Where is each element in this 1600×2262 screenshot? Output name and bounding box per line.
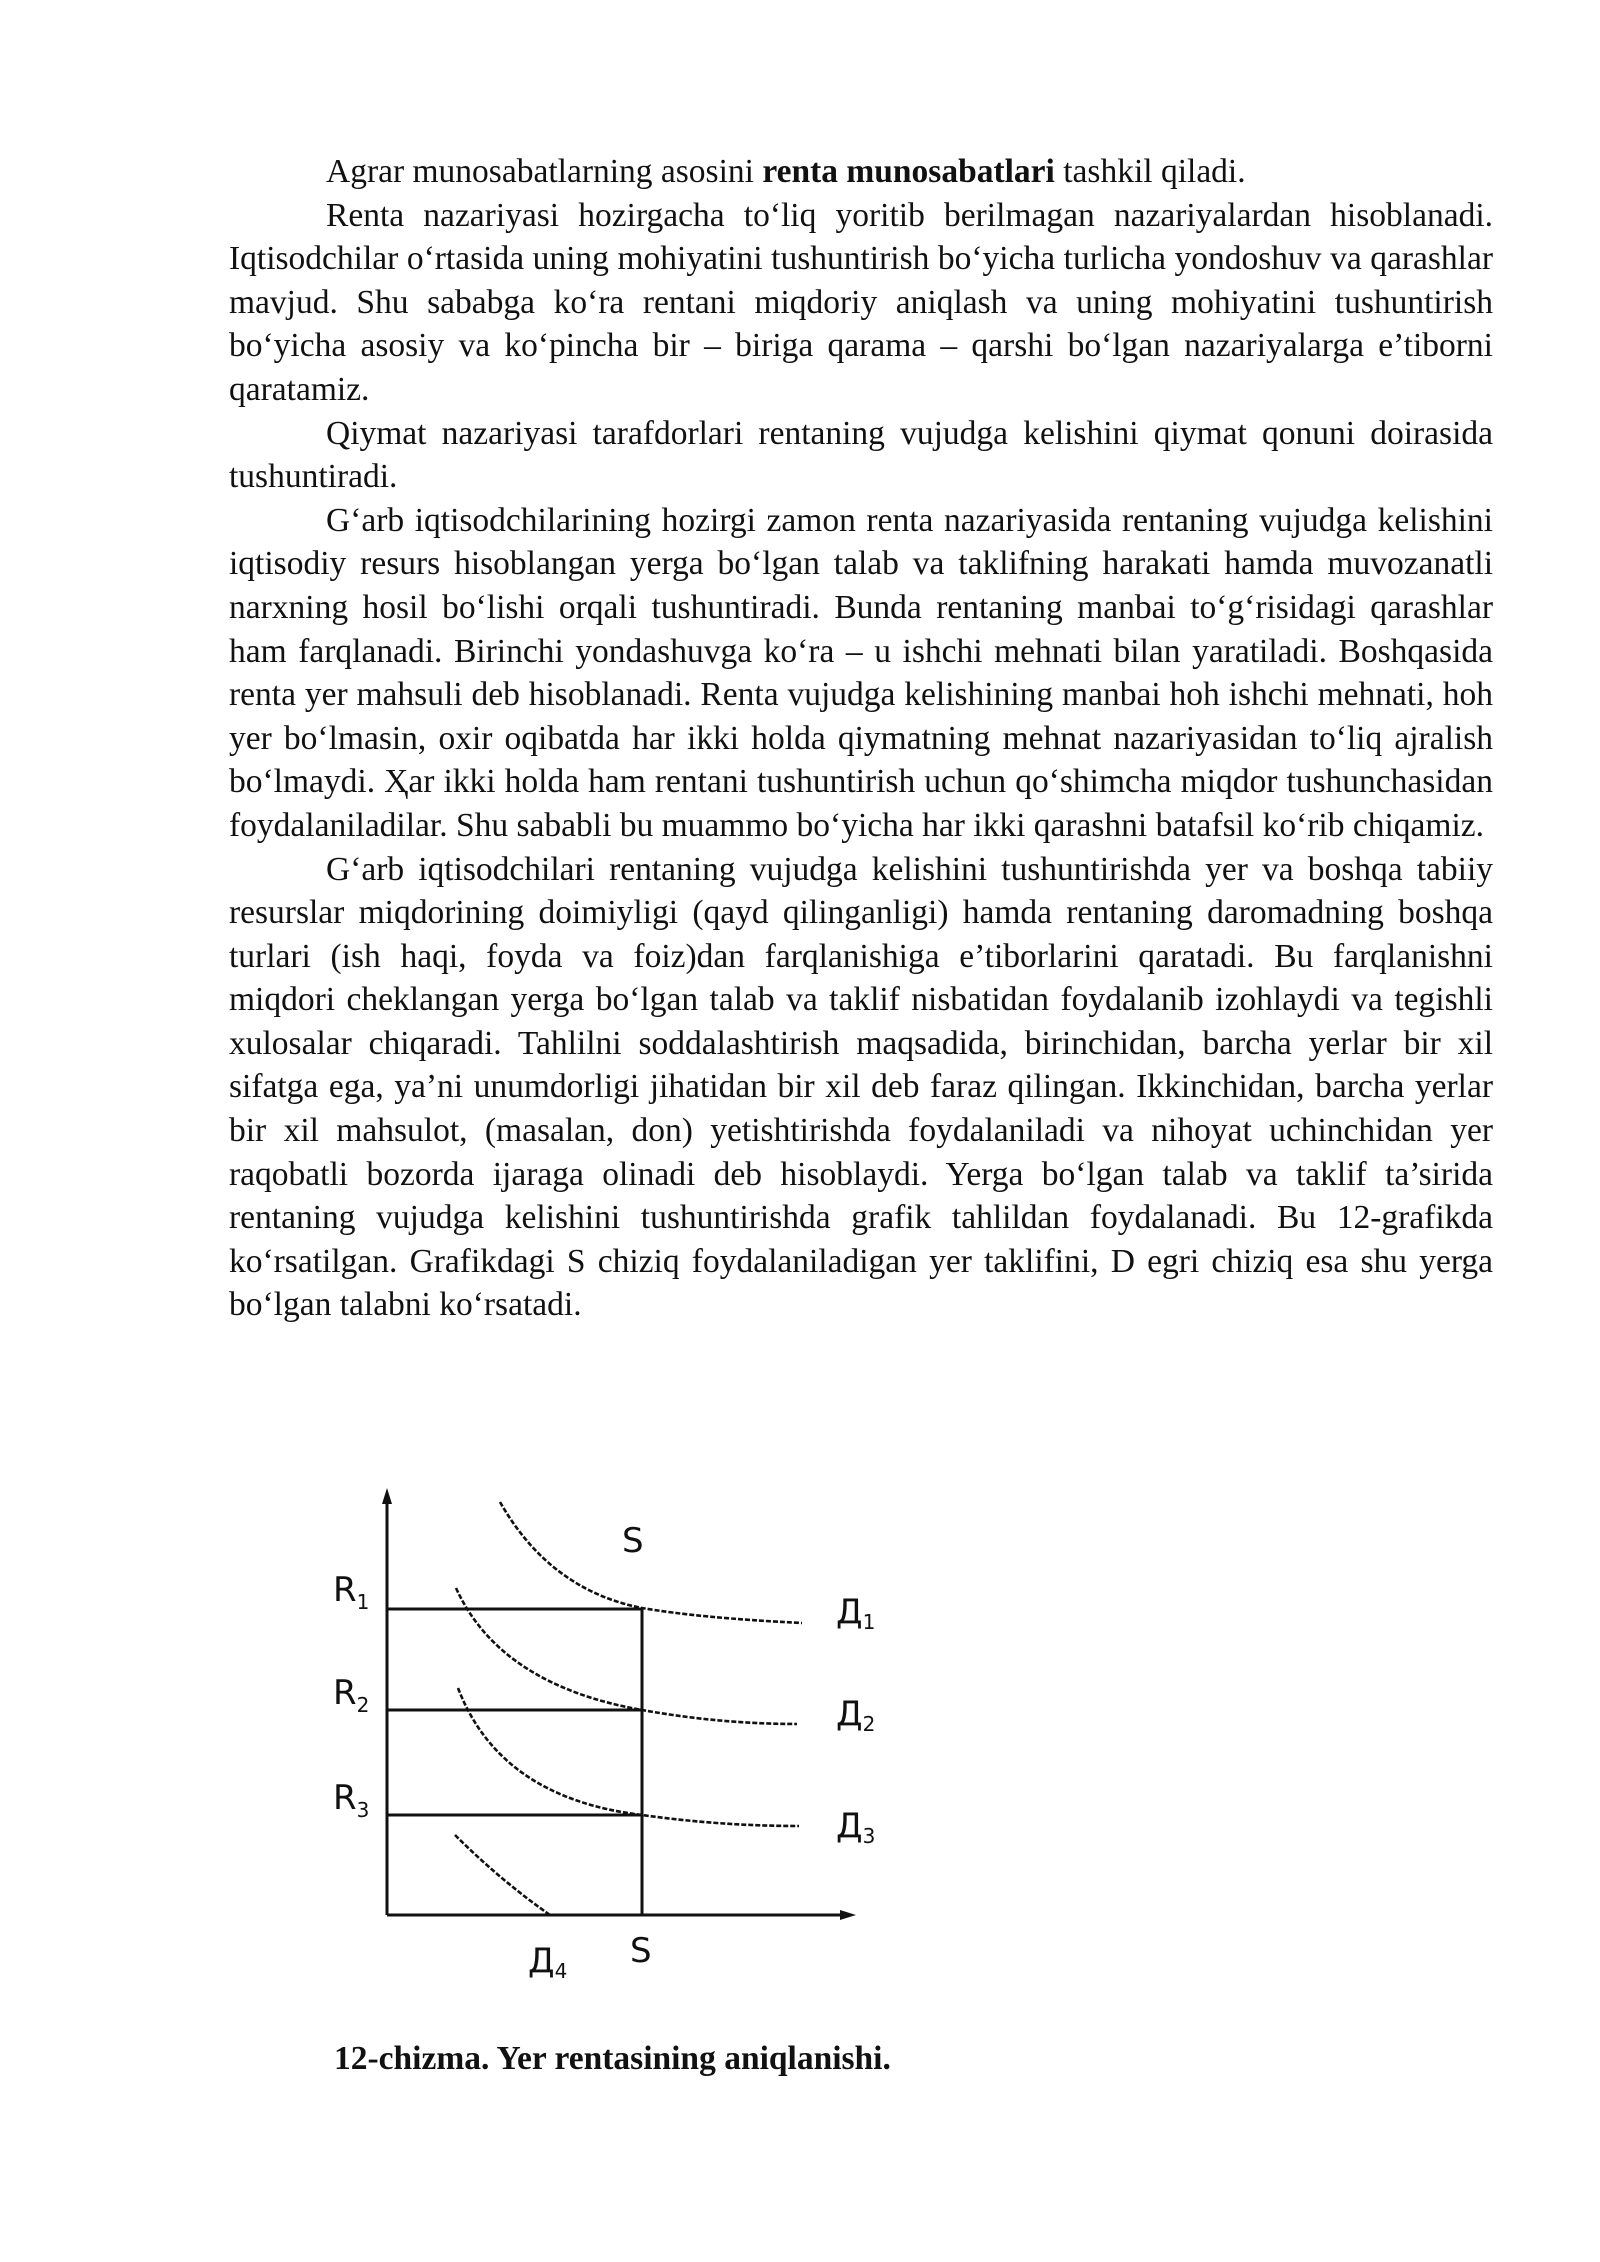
demand-label-2: [836, 1694, 875, 1736]
rent-label-3: [333, 1778, 369, 1822]
rent-label-3-sub: 3: [356, 1798, 370, 1822]
demand-label-4-main: Д: [528, 1941, 555, 1981]
paragraph-4: G‘arb iqtisodchilarining hozirgi zamon renta nazariyasida rentaning vujudga kelishini iqtisodiy resurs hisoblangan yerga bo‘lgan talab va taklifning harakati hamda muvozanatli narxning hosil bo‘lishi orqali tushuntiradi. Bunda rentaning manbai to‘g‘risidagi qarashlar ham farqlanadi. Birinchi yondashuvga ko‘ra – u ishchi mehnati bilan yaratiladi. Boshqasida renta yer mahsuli deb hisoblanadi. Renta vujudga kelishining manbai hoh ishchi mehnati, hoh yer bo‘lmasin, oxir oqibatda har ikki holda qiymatning mehnat nazariyasidan to‘liq ajralish bo‘lmaydi. Ҳar ikki holda ham rentani tushuntirish uchun qo‘shimcha miqdor tushunchasidan foydalaniladilar. Shu sababli bu muammo bo‘yicha har ikki qarashni batafsil ko‘rib chiqamiz.: [229, 501, 1493, 844]
demand-label-1-main: Д: [836, 1592, 863, 1632]
paragraph-1: [229, 150, 1493, 194]
rent-label-2-sub: 2: [356, 1693, 370, 1717]
supply-label-bottom: S: [630, 1931, 652, 1971]
demand-curve-4: [455, 1835, 550, 1915]
figure-caption: 12-chizma. Yer rentasining aniqlanishi.: [334, 2040, 891, 2077]
demand-label-3-sub: 3: [862, 1824, 876, 1848]
rent-label-1: [333, 1570, 369, 1614]
x-axis-arrow: [840, 1910, 856, 1920]
paragraph-1-after: tashkil qiladi.: [1054, 153, 1246, 190]
supply-label-top: S: [622, 1521, 644, 1561]
rent-diagram: [300, 1480, 940, 2000]
rent-label-2: [333, 1673, 369, 1717]
demand-label-4: [528, 1941, 567, 1983]
demand-curve-1: [500, 1502, 802, 1623]
paragraph-1-bold: renta munosabatlari: [762, 153, 1055, 190]
demand-label-4-sub: 4: [554, 1959, 568, 1983]
paragraph-1-before: Agrar munosabatlarning asosini: [326, 153, 763, 190]
paragraph-3: Qiymat nazariyasi tarafdorlari rentaning vujudga kelishini qiymat qonuni doirasida tushuntiradi.: [229, 414, 1493, 496]
rent-label-1-sub: 1: [356, 1590, 370, 1614]
body-text: [229, 150, 1493, 1327]
demand-label-2-sub: 2: [862, 1712, 876, 1736]
demand-label-2-main: Д: [836, 1694, 863, 1734]
rent-label-1-main: R: [333, 1570, 357, 1610]
demand-label-3-main: Д: [836, 1806, 863, 1846]
rent-diagram-svg: [300, 1480, 940, 2000]
demand-label-3: [836, 1806, 875, 1848]
rent-label-2-main: R: [333, 1673, 357, 1713]
paragraph-5: G‘arb iqtisodchilari rentaning vujudga kelishini tushuntirishda yer va boshqa tabiiy resurslar miqdorining doimiyligi (qayd qilinganligi) hamda rentaning daromadning boshqa turlari (ish haqi, foyda va foiz)dan farqlanishiga e’tiborlarini qaratadi. Bu farqlanishni miqdori cheklangan yerga bo‘lgan talab va taklif nisbatidan foydalanib izohlaydi va tegishli xulosalar chiqaradi. Tahlilni soddalashtirish maqsadida, birinchidan, barcha yerlar bir xil sifatga ega, ya’ni unumdorligi jihatidan bir xil deb faraz qilingan. Ikkinchidan, barcha yerlar bir xil mahsulot, (masalan, don) yetishtirishda foydalaniladi va nihoyat uchinchidan yer raqobatli bozorda ijaraga olinadi deb hisoblaydi. Yerga bo‘lgan talab va taklif ta’sirida rentaning vujudga kelishini tushuntirishda grafik tahlildan foydalanadi. Bu 12-grafikda ko‘rsatilgan. Grafikdagi S chiziq foydalaniladigan yer taklifini, D egri chiziq esa shu yerga bo‘lgan talabni ko‘rsatadi.: [229, 850, 1493, 1324]
demand-label-1: [836, 1592, 875, 1634]
demand-label-1-sub: 1: [862, 1610, 876, 1634]
rent-label-3-main: R: [333, 1778, 357, 1818]
paragraph-2: Renta nazariyasi hozirgacha to‘liq yoritib berilmagan nazariyalardan hisoblanadi. Iqtisodchilar o‘rtasida uning mohiyatini tushuntirish bo‘yicha turlicha yondoshuv va qarashlar mavjud. Shu sababga ko‘ra rentani miqdoriy aniqlash va uning mohiyatini tushuntirish bo‘yicha asosiy va ko‘pincha bir – biriga qarama – qarshi bo‘lgan nazariyalarga e’tiborni qaratamiz.: [229, 196, 1493, 408]
y-axis-arrow: [382, 1488, 392, 1504]
